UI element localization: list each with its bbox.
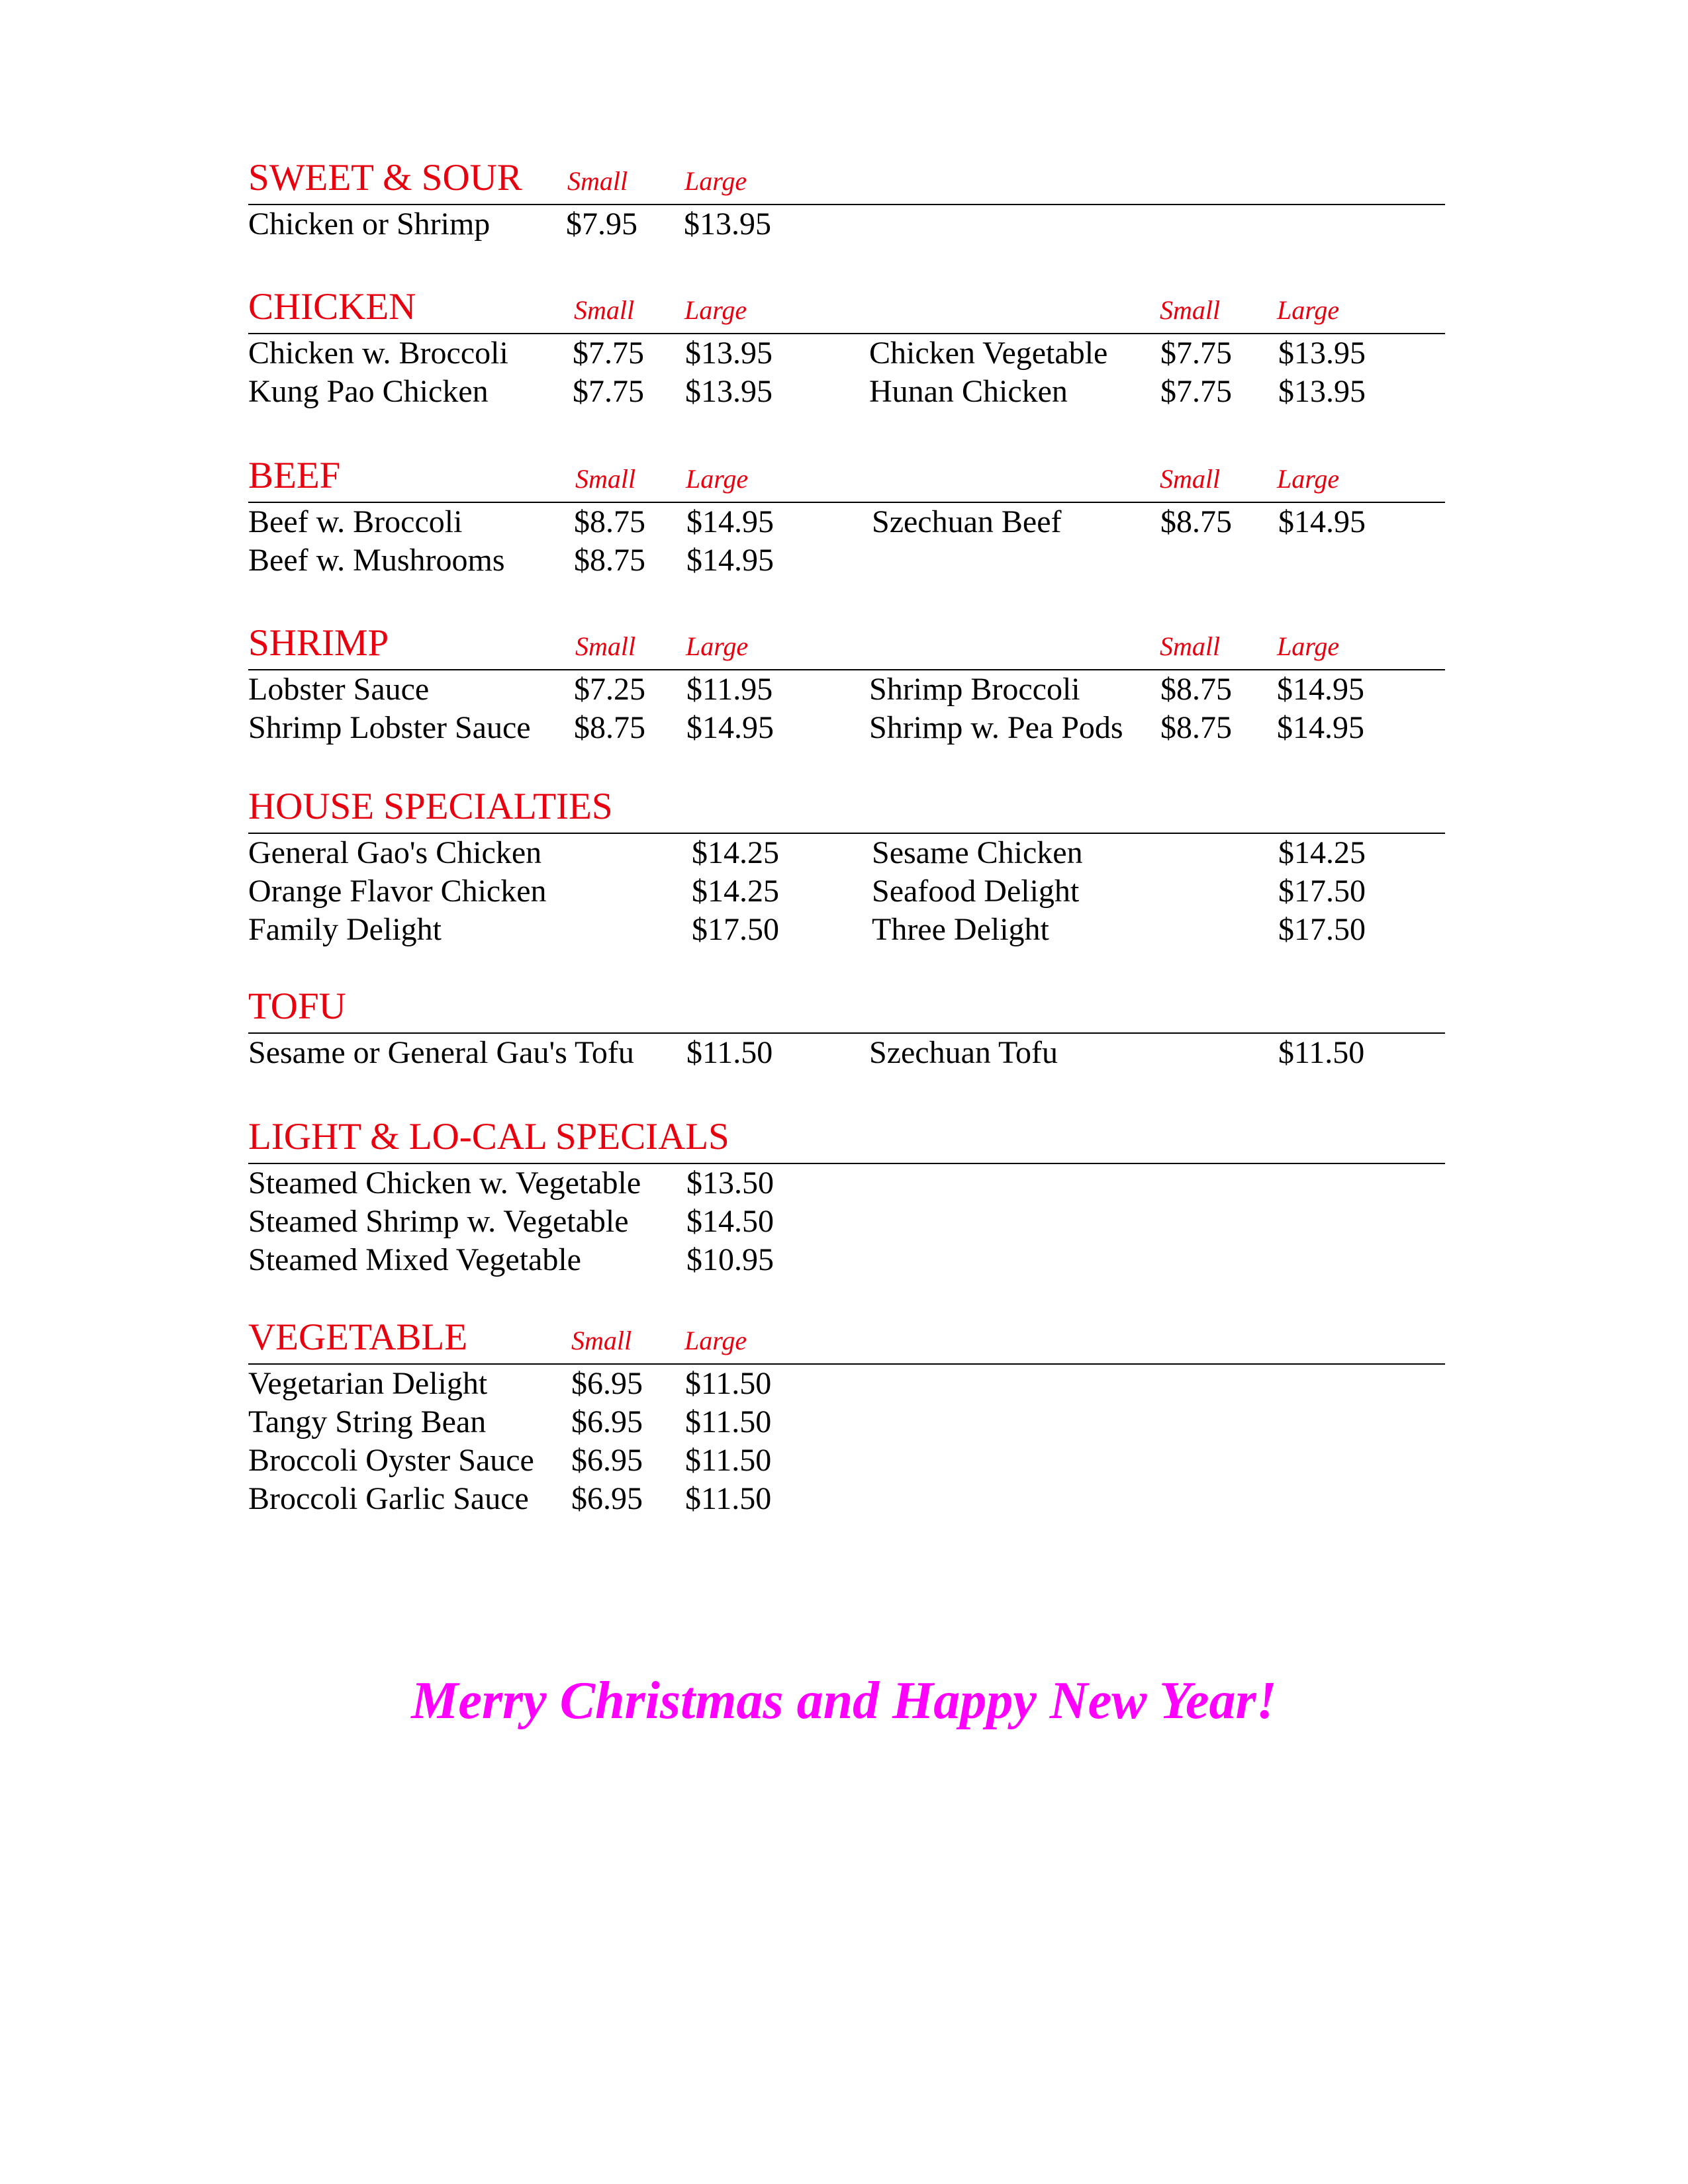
menu-item: [248, 1037, 1445, 1075]
section-title: SWEET & SOUR: [248, 157, 522, 199]
header-large: Large: [684, 1326, 747, 1355]
item-price: $13.50: [686, 1165, 774, 1201]
menu-item: [248, 338, 1445, 376]
item-large-price: $14.95: [686, 710, 774, 745]
item-small-price: $7.75: [573, 374, 644, 409]
menu-item: [248, 1483, 1445, 1522]
item-price: $17.50: [1278, 912, 1366, 947]
item-name: Beef w. Mushrooms: [248, 543, 505, 578]
item-large-price: $11.95: [686, 672, 773, 707]
item-small-price: $6.95: [571, 1481, 643, 1516]
item-small-price: $6.95: [571, 1443, 643, 1478]
header-small: Small: [575, 464, 636, 494]
menu-item: [248, 712, 1445, 751]
item-small-price: $8.75: [1160, 672, 1232, 707]
item-name: Sesame Chicken: [872, 835, 1083, 870]
header-small: Small: [574, 295, 635, 325]
section-title: TOFU: [248, 985, 346, 1027]
item-large-price: $13.95: [1278, 336, 1366, 371]
item-name: Chicken or Shrimp: [248, 206, 491, 242]
header-large-right: Large: [1277, 631, 1340, 661]
header-large: Large: [684, 166, 747, 196]
header-small-right: Small: [1160, 295, 1221, 325]
item-small-price: $8.75: [574, 504, 645, 539]
item-large-price: $11.50: [685, 1481, 772, 1516]
item-large-price: $13.95: [685, 374, 773, 409]
item-large-price: $14.95: [686, 504, 774, 539]
section-divider: [248, 1032, 1445, 1034]
item-name: Lobster Sauce: [248, 672, 430, 707]
item-small-price: $7.25: [574, 672, 645, 707]
menu-item: [248, 1244, 1445, 1283]
menu-item: [248, 208, 1445, 247]
header-small-right: Small: [1160, 631, 1221, 661]
item-name: Seafood Delight: [872, 874, 1080, 909]
item-small-price: $6.95: [571, 1404, 643, 1439]
header-small: Small: [567, 166, 628, 196]
item-small-price: $8.75: [1160, 710, 1232, 745]
item-large-price: $14.95: [1277, 710, 1364, 745]
header-large: Large: [686, 464, 749, 494]
item-price: $17.50: [692, 912, 779, 947]
item-price: $17.50: [1278, 874, 1366, 909]
item-large-price: $11.50: [685, 1443, 772, 1478]
header-large: Large: [686, 631, 749, 661]
item-name: Beef w. Broccoli: [248, 504, 463, 539]
item-name: Vegetarian Delight: [248, 1366, 488, 1401]
item-small-price: $8.75: [574, 543, 645, 578]
item-name: Shrimp w. Pea Pods: [869, 710, 1123, 745]
item-name: Three Delight: [872, 912, 1049, 947]
section-divider: [248, 1163, 1445, 1164]
item-price: $14.25: [692, 835, 779, 870]
header-large-right: Large: [1277, 464, 1340, 494]
menu-item: [248, 1368, 1445, 1406]
item-name: Shrimp Broccoli: [869, 672, 1080, 707]
item-price: $14.50: [686, 1204, 774, 1239]
item-small-price: $7.75: [1160, 374, 1232, 409]
menu-item: [248, 914, 1445, 952]
item-price: $14.25: [1278, 835, 1366, 870]
section-divider: [248, 204, 1445, 205]
item-price: $14.25: [692, 874, 779, 909]
menu-item: [248, 674, 1445, 712]
item-large-price: $13.95: [685, 336, 773, 371]
menu-item: [248, 376, 1445, 414]
item-large-price: $14.95: [1278, 504, 1366, 539]
menu-item: [248, 545, 1445, 583]
header-small: Small: [571, 1326, 632, 1355]
item-large-price: $13.95: [684, 206, 771, 242]
section-divider: [248, 1363, 1445, 1365]
section-divider: [248, 502, 1445, 503]
item-small-price: $6.95: [571, 1366, 643, 1401]
section-title: VEGETABLE: [248, 1316, 468, 1358]
item-price: $10.95: [686, 1242, 774, 1277]
section-divider: [248, 333, 1445, 334]
section-title: CHICKEN: [248, 286, 416, 328]
section-title: LIGHT & LO-CAL SPECIALS: [248, 1116, 729, 1158]
section-title: SHRIMP: [248, 622, 389, 664]
menu-item: [248, 1167, 1445, 1206]
menu-item: [248, 1406, 1445, 1445]
item-small-price: $7.75: [1160, 336, 1232, 371]
section-divider: [248, 669, 1445, 670]
item-name: Broccoli Oyster Sauce: [248, 1443, 534, 1478]
item-name: Broccoli Garlic Sauce: [248, 1481, 529, 1516]
item-name: Szechuan Tofu: [869, 1035, 1058, 1070]
item-price: $11.50: [686, 1035, 773, 1070]
item-price: $11.50: [1278, 1035, 1365, 1070]
item-large-price: $14.95: [686, 543, 774, 578]
menu-item: [248, 1445, 1445, 1483]
item-name: Tangy String Bean: [248, 1404, 487, 1439]
item-large-price: $14.95: [1277, 672, 1364, 707]
item-large-price: $11.50: [685, 1404, 772, 1439]
header-small: Small: [575, 631, 636, 661]
item-small-price: $8.75: [574, 710, 645, 745]
item-name: Family Delight: [248, 912, 442, 947]
item-small-price: $8.75: [1160, 504, 1232, 539]
section-title: HOUSE SPECIALTIES: [248, 786, 613, 827]
item-name: Sesame or General Gau's Tofu: [248, 1035, 634, 1070]
item-name: Chicken Vegetable: [869, 336, 1108, 371]
item-large-price: $11.50: [685, 1366, 772, 1401]
menu-item: [248, 876, 1445, 914]
item-name: Orange Flavor Chicken: [248, 874, 547, 909]
item-large-price: $13.95: [1278, 374, 1366, 409]
menu-item: [248, 1206, 1445, 1244]
item-name: Kung Pao Chicken: [248, 374, 489, 409]
item-name: Steamed Shrimp w. Vegetable: [248, 1204, 629, 1239]
item-name: Chicken w. Broccoli: [248, 336, 508, 371]
item-name: Szechuan Beef: [872, 504, 1062, 539]
item-name: Steamed Mixed Vegetable: [248, 1242, 581, 1277]
section-title: BEEF: [248, 455, 341, 496]
item-name: General Gao's Chicken: [248, 835, 542, 870]
header-large-right: Large: [1277, 295, 1340, 325]
item-name: Shrimp Lobster Sauce: [248, 710, 531, 745]
item-name: Hunan Chicken: [869, 374, 1068, 409]
item-small-price: $7.75: [573, 336, 644, 371]
menu-item: [248, 837, 1445, 876]
section-divider: [248, 833, 1445, 834]
menu-item: [248, 506, 1445, 545]
header-large: Large: [684, 295, 747, 325]
item-small-price: $7.95: [566, 206, 637, 242]
holiday-greeting: Merry Christmas and Happy New Year!: [411, 1672, 1277, 1730]
item-name: Steamed Chicken w. Vegetable: [248, 1165, 641, 1201]
header-small-right: Small: [1160, 464, 1221, 494]
